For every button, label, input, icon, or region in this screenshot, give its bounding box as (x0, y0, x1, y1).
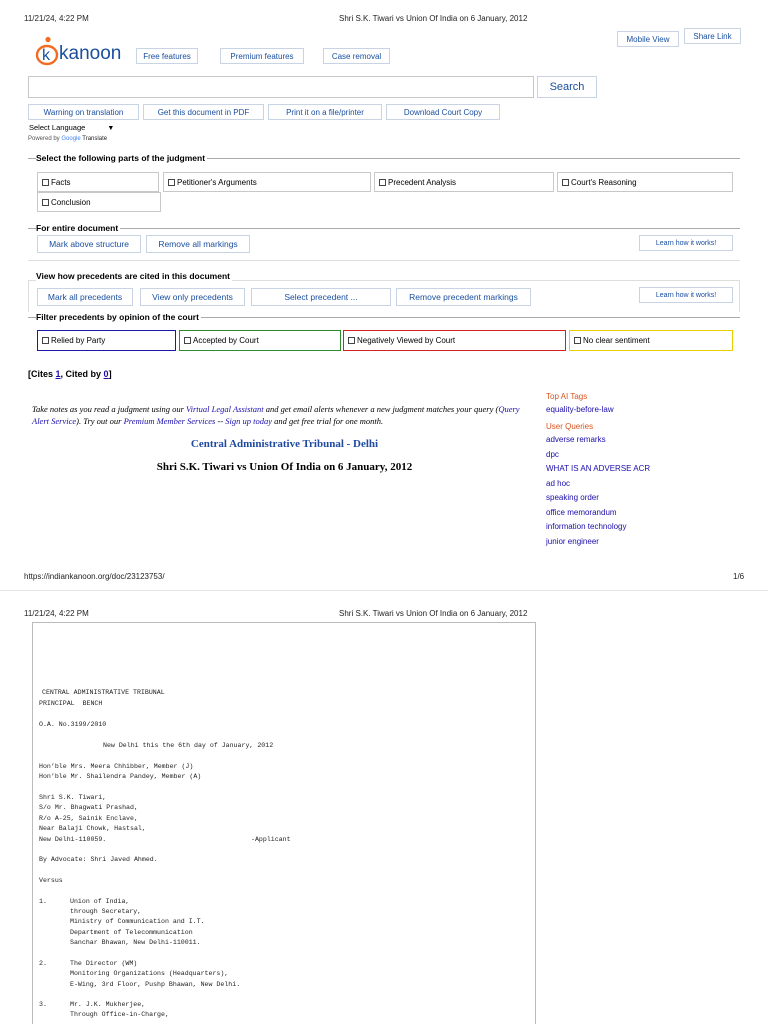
cites-mid: , Cited by (60, 369, 104, 379)
top-ai-tags-heading: Top AI Tags (546, 392, 588, 401)
search-input[interactable] (28, 76, 534, 98)
notes-text-d: -- (215, 416, 226, 426)
free-features-button[interactable]: Free features (136, 48, 198, 64)
precedent-analysis-label: Precedent Analysis (388, 177, 457, 187)
relied-by-party-checkbox[interactable] (37, 330, 176, 351)
language-select[interactable] (29, 123, 114, 132)
judgment-line: S/o Mr. Bhagwati Prashad, (39, 804, 138, 811)
entire-document-legend: For entire document (36, 223, 119, 233)
remove-markings-button[interactable]: Remove all markings (146, 235, 250, 253)
mark-all-precedents-button[interactable]: Mark all precedents (37, 288, 133, 306)
checkbox-icon (574, 337, 581, 344)
cites-suffix: ] (108, 369, 112, 379)
checkbox-icon (348, 337, 355, 344)
mark-structure-button[interactable]: Mark above structure (37, 235, 141, 253)
print-header-title: Shri S.K. Tiwari vs Union Of India on 6 January, 2012 (339, 609, 528, 618)
sign-up-link[interactable]: Sign up today (225, 416, 273, 426)
filter-legend: Filter precedents by opinion of the court (36, 312, 199, 322)
checkbox-icon (379, 179, 386, 186)
cites-prefix: [Cites (28, 369, 56, 379)
cites-count-link[interactable]: 1 (55, 369, 61, 379)
judgment-line: R/o A-25, Sainik Enclave, (39, 815, 138, 822)
query-alert-service-link[interactable]: Query Alert Service (32, 404, 520, 426)
precedents-legend: View how precedents are cited in this document (36, 271, 230, 281)
judgment-line: Near Balaji Chowk, Hastsal, (39, 825, 146, 832)
precedent-analysis-checkbox[interactable] (374, 172, 554, 192)
user-query-link[interactable]: junior engineer (546, 537, 599, 546)
ai-tag-link[interactable]: equality-before-law (546, 405, 614, 414)
judgment-line: CENTRAL ADMINISTRATIVE TRIBUNAL (42, 689, 165, 696)
court-name: Central Administrative Tribunal - Delhi (190, 438, 379, 450)
no-clear-sentiment-checkbox[interactable] (569, 330, 733, 351)
judgment-line: Monitoring Organizations (Headquarters), (70, 970, 229, 977)
powered-by-google-translate[interactable] (28, 136, 107, 142)
learn-how-button[interactable]: Learn how it works! (639, 235, 733, 251)
judgment-line: O.A. No.3199/2010 (39, 721, 107, 728)
user-query-link[interactable]: office memorandum (546, 508, 617, 517)
powered-by-label: Powered by (28, 136, 60, 142)
judgment-line: New Delhi-110059. (39, 836, 107, 843)
logo-wordmark: kanoon (59, 43, 122, 64)
warning-translation-button[interactable]: Warning on translation (28, 104, 139, 120)
judgment-line: Versus (39, 877, 63, 884)
language-select-value: Select Language (29, 123, 86, 132)
judgment-line: Hon’ble Mrs. Meera Chhibber, Member (J) (39, 763, 194, 770)
print-header-datetime: 11/21/24, 4:22 PM (24, 609, 89, 618)
get-pdf-button[interactable]: Get this document in PDF (143, 104, 264, 120)
no-sentiment-label: No clear sentiment (583, 336, 650, 345)
negative-label: Negatively Viewed by Court (357, 336, 456, 345)
notes-text-c: ). Try out our (76, 416, 124, 426)
judgment-line: Mr. J.K. Mukherjee, (70, 1001, 146, 1008)
search-button[interactable]: Search (537, 76, 597, 98)
list-number: 2. (39, 960, 47, 967)
relied-label: Relied by Party (51, 336, 106, 345)
parts-legend: Select the following parts of the judgment (36, 153, 206, 163)
user-query-link[interactable]: adverse remarks (546, 435, 606, 444)
premium-features-button[interactable]: Premium features (220, 48, 304, 64)
checkbox-icon (562, 179, 569, 186)
judgment-line: through Secretary, (70, 908, 142, 915)
cites-summary (28, 369, 112, 379)
google-logo-text: Google (61, 136, 81, 142)
case-removal-button[interactable]: Case removal (323, 48, 390, 64)
print-header-datetime: 11/21/24, 4:22 PM (24, 14, 89, 23)
select-precedent-button[interactable]: Select precedent ... (251, 288, 391, 306)
petitioner-label: Petitioner's Arguments (177, 177, 257, 187)
judgment-line: Department of Telecommunication (70, 929, 193, 936)
learn-how-precedents-button[interactable]: Learn how it works! (639, 287, 733, 303)
svg-text:k: k (42, 47, 50, 64)
list-number: 1. (39, 898, 47, 905)
judgment-line: Hon’ble Mr. Shailendra Pandey, Member (A) (39, 773, 202, 780)
checkbox-icon (42, 199, 49, 206)
judgment-line: New Delhi this the 6th day of January, 2012 (103, 742, 274, 749)
print-header-title: Shri S.K. Tiwari vs Union Of India on 6 January, 2012 (339, 14, 528, 23)
notes-text-e: and get free trial for one month. (272, 416, 384, 426)
user-query-link[interactable]: information technology (546, 522, 627, 531)
print-footer-url: https://indiankanoon.org/doc/23123753/ (24, 572, 165, 581)
judgment-line: PRINCIPAL BENCH (39, 700, 103, 707)
cited-by-count-link[interactable]: 0 (103, 369, 109, 379)
notes-text-b: and get email alerts whenever a new judgment matches your query ( (263, 404, 499, 414)
premium-notes-paragraph (32, 403, 537, 427)
applicant-label: -Applicant (251, 836, 291, 843)
judgment-line: Union of India, (70, 898, 130, 905)
judgment-line: Sanchar Bhawan, New Delhi-110011. (70, 939, 201, 946)
user-query-link[interactable]: WHAT IS AN ADVERSE ACR (546, 464, 651, 473)
conclusion-label: Conclusion (51, 197, 91, 207)
premium-member-services-link[interactable]: Premium Member Services (123, 416, 216, 426)
judgment-line: Ministry of Communication and I.T. (70, 918, 205, 925)
negatively-viewed-checkbox[interactable] (343, 330, 566, 351)
petitioner-arguments-checkbox[interactable] (163, 172, 371, 192)
judgment-line: Through Office-in-Charge, (70, 1011, 169, 1018)
accepted-by-court-checkbox[interactable] (179, 330, 341, 351)
notes-text-a: Take notes as you read a judgment using our (32, 404, 187, 414)
translate-label: Translate (82, 136, 108, 142)
courts-reasoning-checkbox[interactable] (557, 172, 733, 192)
indiankanoon-logo[interactable] (33, 36, 123, 68)
print-footer-page: 1/6 (733, 572, 745, 581)
user-query-link[interactable]: speaking order (546, 493, 599, 502)
facts-checkbox[interactable] (37, 172, 159, 192)
checkbox-icon (42, 179, 49, 186)
user-query-link[interactable]: ad hoc (546, 479, 571, 488)
user-query-link[interactable]: dpc (546, 450, 559, 459)
judgment-line: By Advocate: Shri Javed Ahmed. (39, 856, 158, 863)
page-break (0, 590, 768, 591)
case-title: Shri S.K. Tiwari vs Union Of India on 6 January, 2012 (156, 461, 413, 473)
checkbox-icon (42, 337, 49, 344)
checkbox-icon (184, 337, 191, 344)
user-queries-heading: User Queries (546, 422, 594, 431)
divider (28, 228, 740, 229)
remove-precedent-markings-button[interactable]: Remove precedent markings (396, 288, 531, 306)
accepted-label: Accepted by Court (193, 336, 259, 345)
facts-label: Facts (51, 177, 71, 187)
chevron-down-icon: ▼ (107, 125, 115, 132)
view-only-precedents-button[interactable]: View only precedents (140, 288, 245, 306)
divider (28, 260, 740, 261)
print-button[interactable]: Print it on a file/printer (268, 104, 382, 120)
checkbox-icon (168, 179, 175, 186)
judgment-line: Shri S.K. Tiwari, (39, 794, 107, 801)
judgment-line: The Director (WM) (70, 960, 138, 967)
conclusion-checkbox[interactable] (37, 192, 161, 212)
share-link-button[interactable]: Share Link (684, 28, 741, 44)
download-court-copy-button[interactable]: Download Court Copy (386, 104, 500, 120)
judgment-line: E-Wing, 3rd Floor, Pushp Bhawan, New Delhi. (70, 981, 241, 988)
virtual-legal-assistant-link[interactable]: Virtual Legal Assistant (186, 404, 264, 414)
reasoning-label: Court's Reasoning (571, 177, 637, 187)
list-number: 3. (39, 1001, 47, 1008)
mobile-view-button[interactable]: Mobile View (617, 31, 679, 47)
